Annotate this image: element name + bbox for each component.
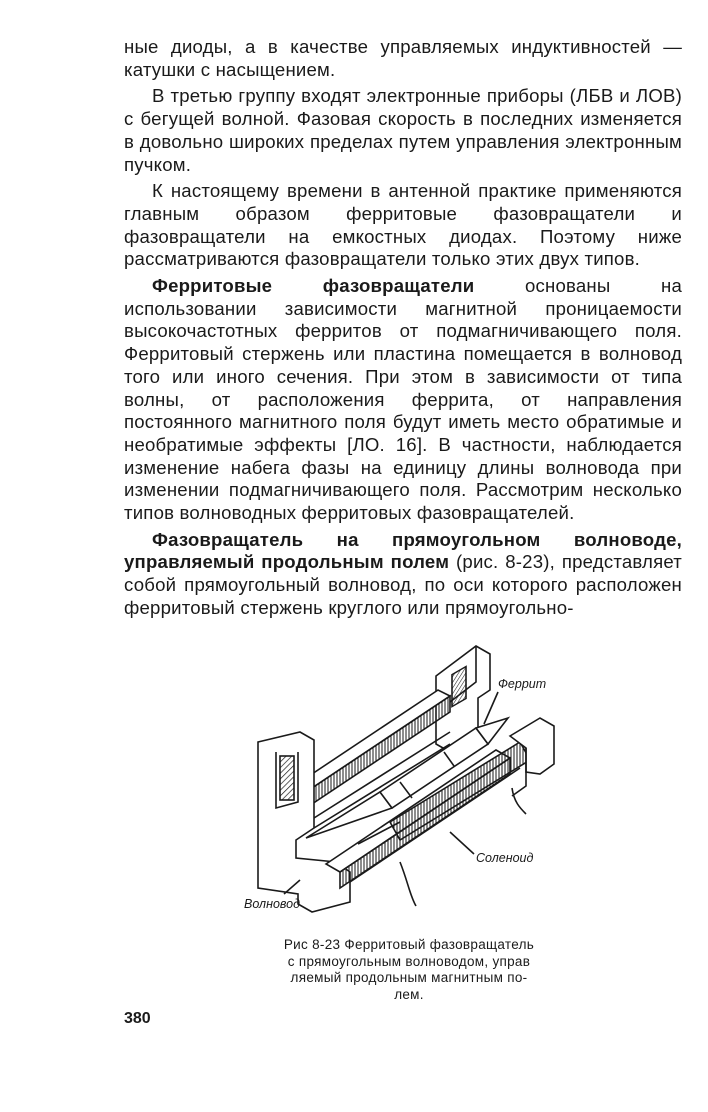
- figure-caption: [246, 937, 572, 1003]
- paragraph-text: К настоящему времени в антенной практике применяются главным образом ферритовые фазовращатели и фазовращатели на емкостных диодах. Поэтому ниже рассматриваются фазовращатели только этих двух типов.: [124, 180, 682, 270]
- label-solenoid: Соленоид: [476, 851, 534, 865]
- paragraph-electronic-devices: [124, 85, 682, 176]
- paragraph-rectangular-waveguide: [124, 529, 682, 620]
- paragraph-continuation: [124, 36, 682, 81]
- paragraph-ferrite-phase-shifters: [124, 275, 682, 525]
- label-ferrite: Феррит: [498, 677, 547, 691]
- paragraph-antenna-practice: [124, 180, 682, 271]
- paragraph-text: основаны на использовании зависимости магнитной проницаемости высокочастотных ферритов от подмагничивающего поля. Ферритовый стержень или пластина помещается в волновод того или иного сечения. При этом в зависимости от типа волны, от расположения феррита, от направления постоянного магнитного поля будут иметь место обратимые и необратимые эффекты [ЛО. 16]. В частности, наблюдается изменение набега фазы на единицу длины волновода при изменении подмагничивающего поля. Рассмотрим несколько типов волноводных ферритовых фазовращателей.: [124, 275, 682, 524]
- caption-line: лем.: [394, 986, 424, 1002]
- paragraph-text: ные диоды, а в качестве управляемых индуктивностей — катушки с насыщением.: [124, 36, 682, 80]
- paragraph-text: (рис. 8-23), представляет собой прямоугольный волновод, по оси которого расположен ферритовый стержень круглого или прямоугольно-: [124, 551, 682, 618]
- caption-line: с прямоугольным волноводом, управ: [287, 953, 531, 969]
- page-number: 380: [124, 1010, 151, 1027]
- figure-8-23: [240, 632, 580, 932]
- paragraph-bold-lead: Фазовращатель на прямоугольном волноводе, управляемый продольным полем: [124, 528, 682, 573]
- paragraph-bold-lead: Ферритовые фазовращатели: [152, 275, 475, 297]
- caption-line: ляемый продольным магнитным по-: [290, 970, 528, 985]
- caption-line: Рис 8-23 Ферритовый фазовращатель: [283, 937, 535, 952]
- paragraph-text: В третью группу входят электронные приборы (ЛБВ и ЛОВ) с бегущей волной. Фазовая скорость в последних изменяется в довольно широких пределах путем управления электронным пучком.: [124, 85, 682, 175]
- body-text: [124, 36, 682, 624]
- phase-shifter-drawing: [240, 632, 580, 932]
- label-waveguide: Волновод: [244, 897, 301, 911]
